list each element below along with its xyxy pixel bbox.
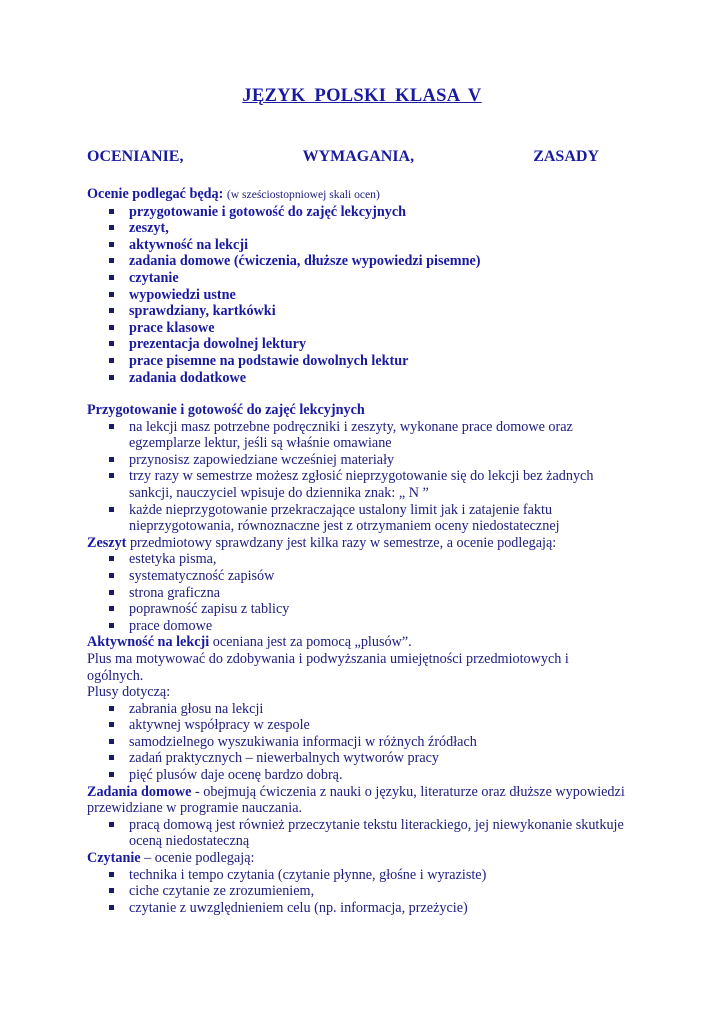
zadania-label: Zadania domowe (87, 783, 192, 800)
zeszyt-list (87, 551, 627, 634)
intro-section (87, 186, 627, 386)
aktywnosc-p2: Plusy dotyczą: (87, 684, 171, 701)
list-item: czytanie (87, 270, 627, 287)
list-item: prezentacja dowolnej lektury (87, 336, 627, 353)
list-item: estetyka pisma, (87, 551, 627, 568)
list-item: aktywnej współpracy w zespole (87, 717, 627, 734)
list-item: czytanie z uwzględnieniem celu (np. informacja, przeżycie) (87, 900, 627, 917)
list-item: aktywność na lekcji (87, 237, 627, 254)
list-item: samodzielnego wyszukiwania informacji w różnych źródłach (87, 734, 627, 751)
przygotowanie-list (87, 419, 627, 535)
list-item: zadań praktycznych – niewerbalnych wytworów pracy (87, 750, 627, 767)
list-item: pięć plusów daje ocenę bardzo dobrą. (87, 767, 627, 784)
list-item: ciche czytanie ze zrozumieniem, (87, 883, 627, 900)
list-item: prace klasowe (87, 320, 627, 337)
list-item: prace pisemne na podstawie dowolnych lektur (87, 353, 627, 370)
czytanie-list (87, 867, 627, 917)
list-item: wypowiedzi ustne (87, 287, 627, 304)
list-item: zadania domowe (ćwiczenia, dłuższe wypowiedzi pisemne) (87, 253, 627, 270)
intro-lead (87, 186, 627, 204)
details-section (87, 402, 627, 916)
zadania-paragraph (87, 784, 627, 817)
heading-zasady: ZASADY (533, 148, 599, 165)
czytanie-text: – ocenie podlegają: (140, 850, 255, 867)
list-item: technika i tempo czytania (czytanie płynne, głośne i wyraziste) (87, 867, 627, 884)
zadania-list (87, 817, 627, 850)
list-item: prace domowe (87, 618, 627, 635)
przygotowanie-heading: Przygotowanie i gotowość do zajęć lekcyjnych (87, 402, 365, 418)
zeszyt-text: przedmiotowy sprawdzany jest kilka razy w semestrze, a ocenie podlegają: (126, 534, 557, 551)
list-item: systematyczność zapisów (87, 568, 627, 585)
heading-ocenianie: OCENIANIE, (87, 148, 184, 165)
section-headings (87, 149, 599, 166)
aktywnosc-paragraph (87, 634, 627, 651)
list-item: zeszyt, (87, 220, 627, 237)
list-item: zadania dodatkowe (87, 370, 627, 387)
intro-label: Ocenie podlegać będą: (87, 186, 224, 202)
list-item: przygotowanie i gotowość do zajęć lekcyjnych (87, 204, 627, 221)
intro-list (87, 204, 627, 387)
list-item: sprawdziany, kartkówki (87, 303, 627, 320)
list-item: poprawność zapisu z tablicy (87, 601, 627, 618)
aktywnosc-list (87, 701, 627, 784)
list-item: przynosisz zapowiedziane wcześniej materiały (87, 452, 627, 469)
aktywnosc-label: Aktywność na lekcji (87, 634, 210, 651)
intro-note: (w sześciostopniowej skali ocen) (226, 188, 380, 201)
zeszyt-paragraph (87, 535, 627, 552)
list-item: strona graficzna (87, 585, 627, 602)
zeszyt-label: Zeszyt (87, 534, 127, 551)
zadania-text: - obejmują ćwiczenia z nauki o języku, literaturze oraz dłuższe wypowiedzi przewidziane w programie nauczania. (87, 783, 625, 817)
list-item: trzy razy w semestrze możesz zgłosić nieprzygotowanie się do lekcji bez żadnych sankcji, nauczyciel wpisuje do dziennika znak: „ N ” (87, 468, 627, 501)
aktywnosc-p1: Plus ma motywować do zdobywania i podwyższania umiejętności przedmiotowych i ogólnych. (87, 650, 569, 684)
list-item: pracą domową jest również przeczytanie tekstu literackiego, jej niewykonanie skutkuje oceną niedostateczną (87, 817, 627, 850)
aktywnosc-text: oceniana jest za pomocą „plusów”. (209, 634, 412, 651)
list-item: każde nieprzygotowanie przekraczające ustalony limit jak i zatajenie faktu nieprzygotowania, równoznaczne jest z otrzymaniem oceny niedostatecznej (87, 502, 627, 535)
heading-wymagania: WYMAGANIA, (302, 148, 415, 165)
list-item: na lekcji masz potrzebne podręczniki i zeszyty, wykonane prace domowe oraz egzemplarze lektur, jeśli są właśnie omawiane (87, 419, 627, 452)
czytanie-paragraph (87, 850, 627, 867)
document-title: JĘZYK POLSKI KLASA V (242, 86, 482, 106)
list-item: zabrania głosu na lekcji (87, 701, 627, 718)
czytanie-label: Czytanie (87, 850, 141, 867)
